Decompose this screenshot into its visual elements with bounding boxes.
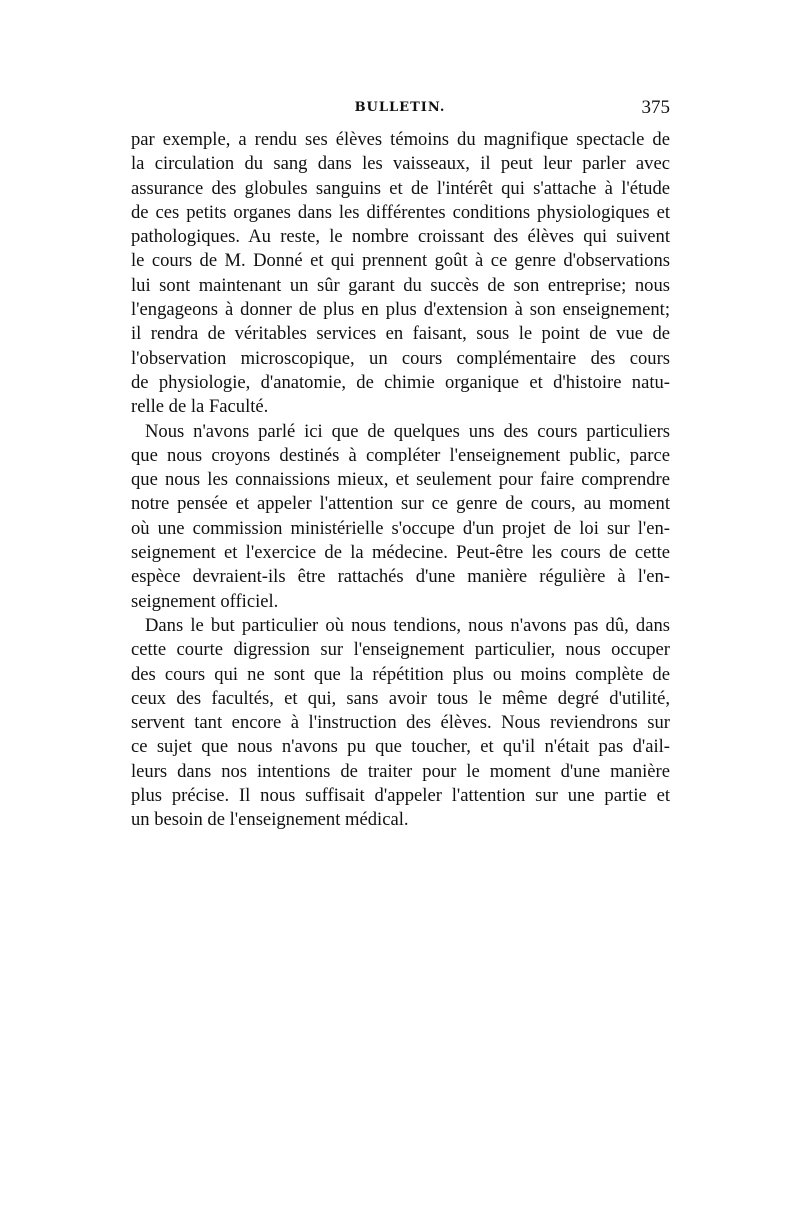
running-title: BULLETIN. [354, 100, 446, 115]
text-line: des cours qui ne sont que la répétition plus ou moins complète de [131, 663, 670, 685]
text-line: plus précise. Il nous suffisait d'appeler l'attention sur une partie et [131, 785, 670, 807]
text-line: que nous croyons destinés à compléter l'enseignement public, parce [131, 444, 670, 466]
text-line: assurance des globules sanguins et de l'intérêt qui s'attache à l'étude [131, 177, 670, 199]
text-line: pathologiques. Au reste, le nombre croissant des élèves qui suivent [131, 226, 670, 248]
paragraph [131, 128, 670, 420]
text-line: Dans le but particulier où nous tendions, nous n'avons pas dû, dans [145, 614, 670, 636]
text-line: où une commission ministérielle s'occupe d'un projet de loi sur l'en- [131, 517, 670, 539]
text-line: relle de la Faculté. [131, 396, 269, 418]
text-line: l'engageons à donner de plus en plus d'extension à son enseignement; [131, 299, 670, 321]
text-line: de ces petits organes dans les différentes conditions physiologiques et [131, 201, 670, 223]
text-line: seignement officiel. [131, 590, 279, 612]
text-line: que nous les connaissions mieux, et seulement pour faire comprendre [131, 469, 670, 491]
paragraph [131, 420, 670, 614]
paragraph [131, 614, 670, 833]
text-line: espèce devraient-ils être rattachés d'une manière régulière à l'en- [131, 566, 670, 588]
running-head [130, 97, 670, 124]
text-line: cette courte digression sur l'enseignement particulier, nous occuper [131, 639, 670, 661]
text-line: Nous n'avons parlé ici que de quelques uns des cours particuliers [145, 420, 670, 442]
text-line: il rendra de véritables services en faisant, sous le point de vue de [131, 323, 670, 345]
body-text [131, 128, 670, 833]
text-line: un besoin de l'enseignement médical. [131, 809, 409, 831]
text-line: ce sujet que nous n'avons pu que toucher, et qu'il n'était pas d'ail- [131, 736, 670, 758]
page-number: 375 [641, 97, 670, 118]
text-line: servent tant encore à l'instruction des élèves. Nous reviendrons sur [131, 712, 670, 734]
text-line: par exemple, a rendu ses élèves témoins du magnifique spectacle de [131, 129, 670, 150]
text-line: de physiologie, d'anatomie, de chimie organique et d'histoire natu- [131, 371, 670, 393]
text-line: leurs dans nos intentions de traiter pour le moment d'une manière [131, 760, 670, 782]
text-line: seignement et l'exercice de la médecine. Peut-être les cours de cette [131, 542, 670, 564]
text-line: la circulation du sang dans les vaisseaux, il peut leur parler avec [131, 153, 670, 175]
text-line: ceux des facultés, et qui, sans avoir tous le même degré d'utilité, [131, 687, 670, 709]
text-line: lui sont maintenant un sûr garant du succès de son entreprise; nous [131, 274, 670, 296]
text-line: l'observation microscopique, un cours complémentaire des cours [131, 347, 670, 369]
text-line: le cours de M. Donné et qui prennent goût à ce genre d'observations [131, 250, 670, 272]
text-line: notre pensée et appeler l'attention sur ce genre de cours, au moment [131, 493, 670, 515]
